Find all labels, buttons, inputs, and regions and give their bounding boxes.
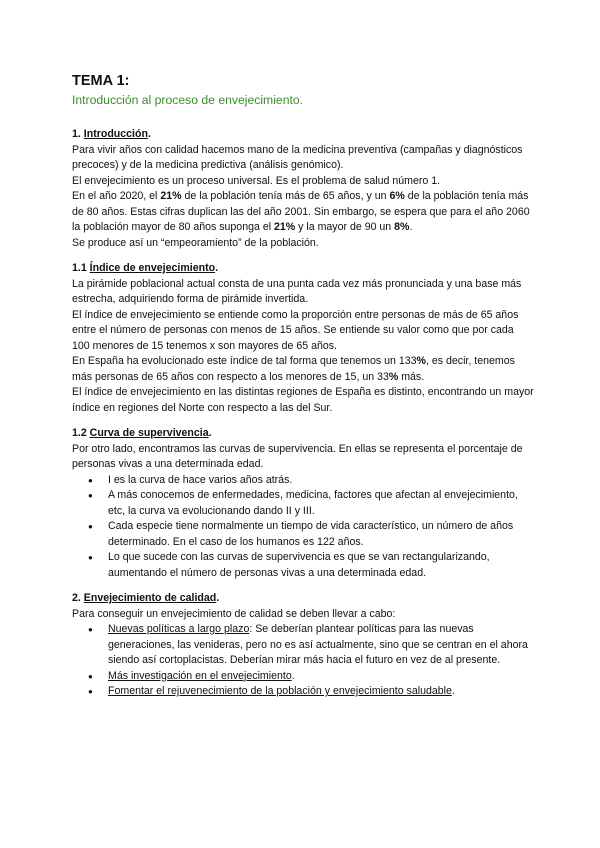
section-title: Curva de supervivencia	[89, 427, 209, 439]
section-number: 1.	[72, 128, 84, 140]
paragraph: El índice de envejecimiento se entiende como la proporción entre personas de más de 65 años entre el número de personas con menos de 15 años. Se entiende su valor como que por cada 100 menores de 15 tenemos x son mayores de 65 años.	[72, 308, 519, 352]
document-subtitle: Introducción al proceso de envejecimiento.	[72, 93, 304, 107]
heading-period: .	[208, 427, 212, 439]
heading-period: .	[216, 592, 220, 604]
section-2-heading	[72, 591, 534, 607]
underlined-term: Nuevas políticas a largo plazo	[108, 623, 250, 635]
bold-value: 6%	[389, 190, 405, 202]
text-run: de la población tenía más de 65 años, y un	[181, 190, 390, 202]
text-run: de la población tenía más de 80 años. Estas cifras duplican las del año 2001. Sin embargo, se espera que para el año 2060 la población mayor de 80 años suponga el	[72, 190, 530, 233]
bold-value: 21%	[160, 190, 182, 202]
text-run: .	[291, 669, 295, 682]
heading-period: .	[147, 128, 151, 140]
text-run: : Se deberían plantear políticas para las nuevas generaciones, las venideras, pero no es así actualmente, sino que se centran en el ahora siendo así cortoplacistas. Deberían mirar más hacia el futuro en vez de al presente.	[108, 623, 528, 666]
underlined-term: Más investigación en el envejecimiento	[108, 669, 292, 682]
paragraph: La pirámide poblacional actual consta de una punta cada vez más pronunciada y una base más estrecha, adquiriendo forma de pirámide invertida.	[72, 277, 522, 305]
document-title: TEMA 1:	[72, 73, 130, 89]
text-run: .	[409, 221, 413, 233]
text-run: más.	[398, 370, 425, 383]
document-body	[72, 72, 534, 700]
paragraph: Para conseguir un envejecimiento de calidad se deben llevar a cabo:	[72, 607, 396, 620]
list-item	[72, 684, 534, 700]
underlined-term: Fomentar el rejuvenecimiento de la población y envejecimiento saludable	[108, 685, 452, 697]
paragraph: Por otro lado, encontramos las curvas de supervivencia. En ellas se representa el porcentaje de personas vivas a una determinada edad.	[72, 442, 523, 470]
bold-value: 21%	[274, 221, 296, 233]
paragraph	[72, 354, 534, 385]
list-item	[72, 622, 534, 669]
section-1-heading	[72, 127, 534, 143]
list-item: ● I es la curva de hace varios años atrás.	[72, 473, 534, 489]
section-1-2-heading	[72, 426, 534, 442]
paragraph: El envejecimiento es un proceso universal. Es el problema de salud número 1.	[72, 174, 441, 187]
section-number: 1.1	[72, 262, 90, 274]
section-title: Envejecimiento de calidad	[83, 592, 217, 604]
paragraph	[72, 189, 534, 236]
heading-period: .	[215, 262, 219, 274]
paragraph: El índice de envejecimiento en las distintas regiones de España es distinto, encontrando un mayor índice en regiones del Norte con respecto a las del Sur.	[72, 386, 534, 414]
paragraph: Se produce así un “empeoramiento” de la población.	[72, 236, 319, 249]
bold-value: 8%	[394, 221, 410, 233]
text-run: En España ha evolucionado este índice de tal forma que tenemos un 133	[72, 355, 417, 367]
list-item	[72, 669, 534, 685]
list-item: ● A más conocemos de enfermedades, medicina, factores que afectan al envejecimiento, etc, la curva va evolucionando dando II y III.	[72, 488, 534, 519]
section-title: Índice de envejecimiento	[89, 262, 216, 274]
section-1-1-heading	[72, 261, 534, 277]
text-run: En el año 2020, el	[72, 190, 161, 202]
paragraph: Para vivir años con calidad hacemos mano de la medicina preventiva (campañas y diagnósticos precoces) y de la medicina predictiva (análisis genómico).	[72, 143, 523, 171]
bold-value: %	[388, 370, 399, 383]
text-run: , es decir, tenemos más personas de 65 años con respecto a los menores de 15, un 33	[72, 355, 515, 383]
list-item: ● Cada especie tiene normalmente un tiempo de vida característico, un número de años determinado. En el caso de los humanos es 122 años.	[72, 519, 534, 550]
section-number: 1.2	[72, 427, 90, 439]
list-item: ● Lo que sucede con las curvas de supervivencia es que se van rectangularizando, aumentando el número de personas vivas a una determinada edad.	[72, 550, 534, 581]
bold-value: %	[416, 355, 426, 367]
text-run: .	[451, 685, 455, 697]
section-number: 2.	[72, 592, 84, 604]
bullet-list	[72, 473, 534, 582]
bullet-list	[72, 622, 534, 700]
text-run: y la mayor de 90 un	[295, 221, 395, 233]
section-title: Introducción	[83, 128, 148, 140]
